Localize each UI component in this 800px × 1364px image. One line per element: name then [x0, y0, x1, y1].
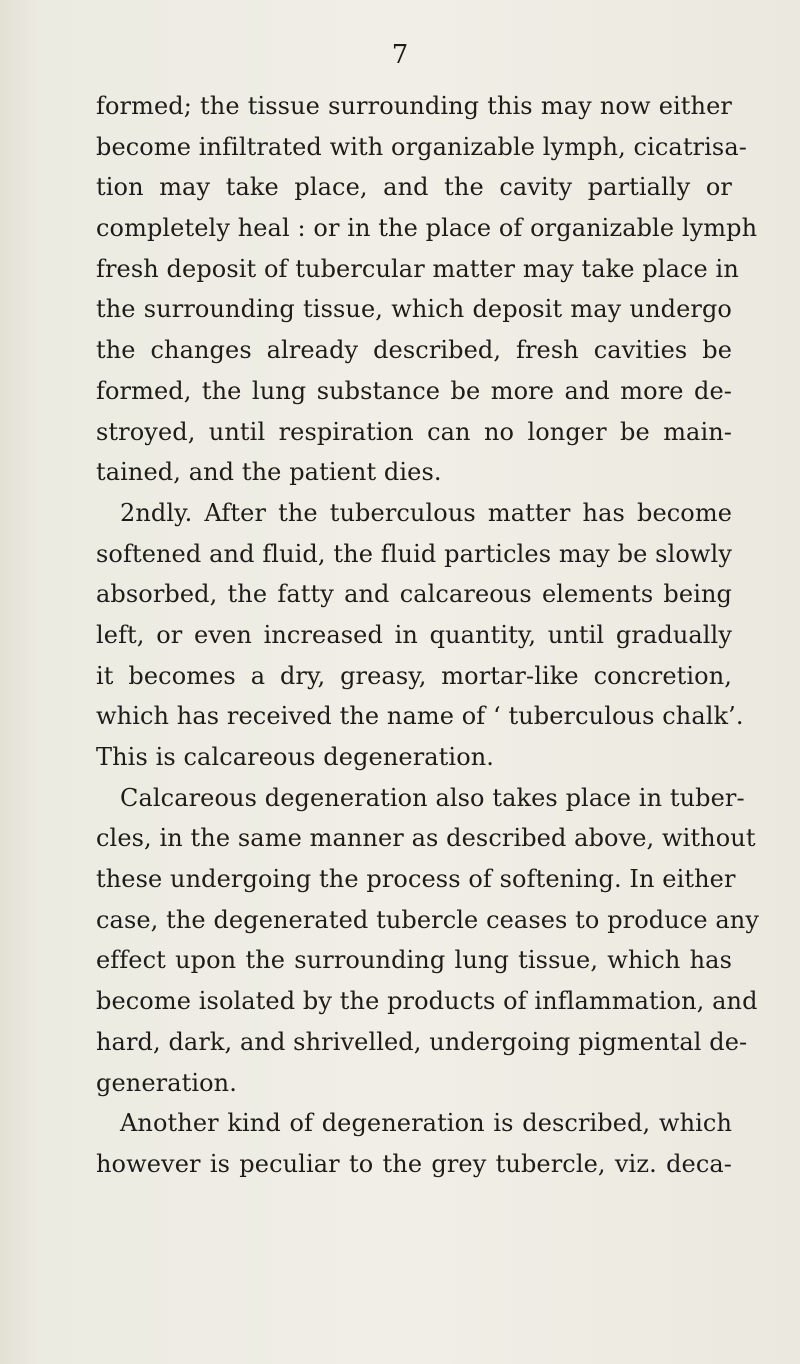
- text-line: stroyed, until respiration can no longer be main-: [96, 417, 732, 446]
- text-line: the changes already described, fresh cavities be: [96, 336, 732, 365]
- text-line: formed, the lung substance be more and more de-: [96, 376, 732, 405]
- text-line: cles, in the same manner as described above, without: [96, 824, 756, 853]
- text-line: fresh deposit of tubercular matter may take place in: [96, 254, 739, 283]
- text-line: effect upon the surrounding lung tissue, which has: [96, 946, 732, 975]
- text-line: generation.: [96, 1068, 237, 1097]
- text-line: softened and fluid, the fluid particles may be slowly: [96, 539, 732, 568]
- text-line: tained, and the patient dies.: [96, 458, 442, 487]
- text-line: left, or even increased in quantity, until gradually: [96, 620, 732, 649]
- text-line: which has received the name of ‘ tuberculous chalk’.: [96, 702, 744, 731]
- text-line: become infiltrated with organizable lymph, cicatrisa-: [96, 132, 747, 161]
- text-line: it becomes a dry, greasy, mortar-like concretion,: [96, 661, 732, 690]
- text-line: the surrounding tissue, which deposit may undergo: [96, 295, 732, 324]
- text-line: absorbed, the fatty and calcareous elements being: [96, 580, 732, 609]
- text-line: Another kind of degeneration is described, which: [120, 1109, 732, 1138]
- page-number: 7: [391, 40, 409, 70]
- text-line: 2ndly. After the tuberculous matter has become: [120, 498, 732, 527]
- text-line: Calcareous degeneration also takes place in tuber-: [120, 783, 745, 812]
- text-line: however is peculiar to the grey tubercle, viz. deca-: [96, 1149, 732, 1178]
- text-line: formed; the tissue surrounding this may now either: [96, 92, 732, 120]
- text-line: case, the degenerated tubercle ceases to produce any: [96, 905, 760, 934]
- body-text: [96, 86, 760, 1185]
- text-line: become isolated by the products of inflammation, and: [96, 987, 758, 1016]
- text-line: This is calcareous degeneration.: [96, 743, 495, 771]
- text-line: hard, dark, and shrivelled, undergoing pigmental de-: [96, 1027, 748, 1056]
- text-line: tion may take place, and the cavity partially or: [96, 173, 732, 202]
- text-line: completely heal : or in the place of organizable lymph: [96, 214, 758, 243]
- text-line: these undergoing the process of softening. In either: [96, 865, 736, 894]
